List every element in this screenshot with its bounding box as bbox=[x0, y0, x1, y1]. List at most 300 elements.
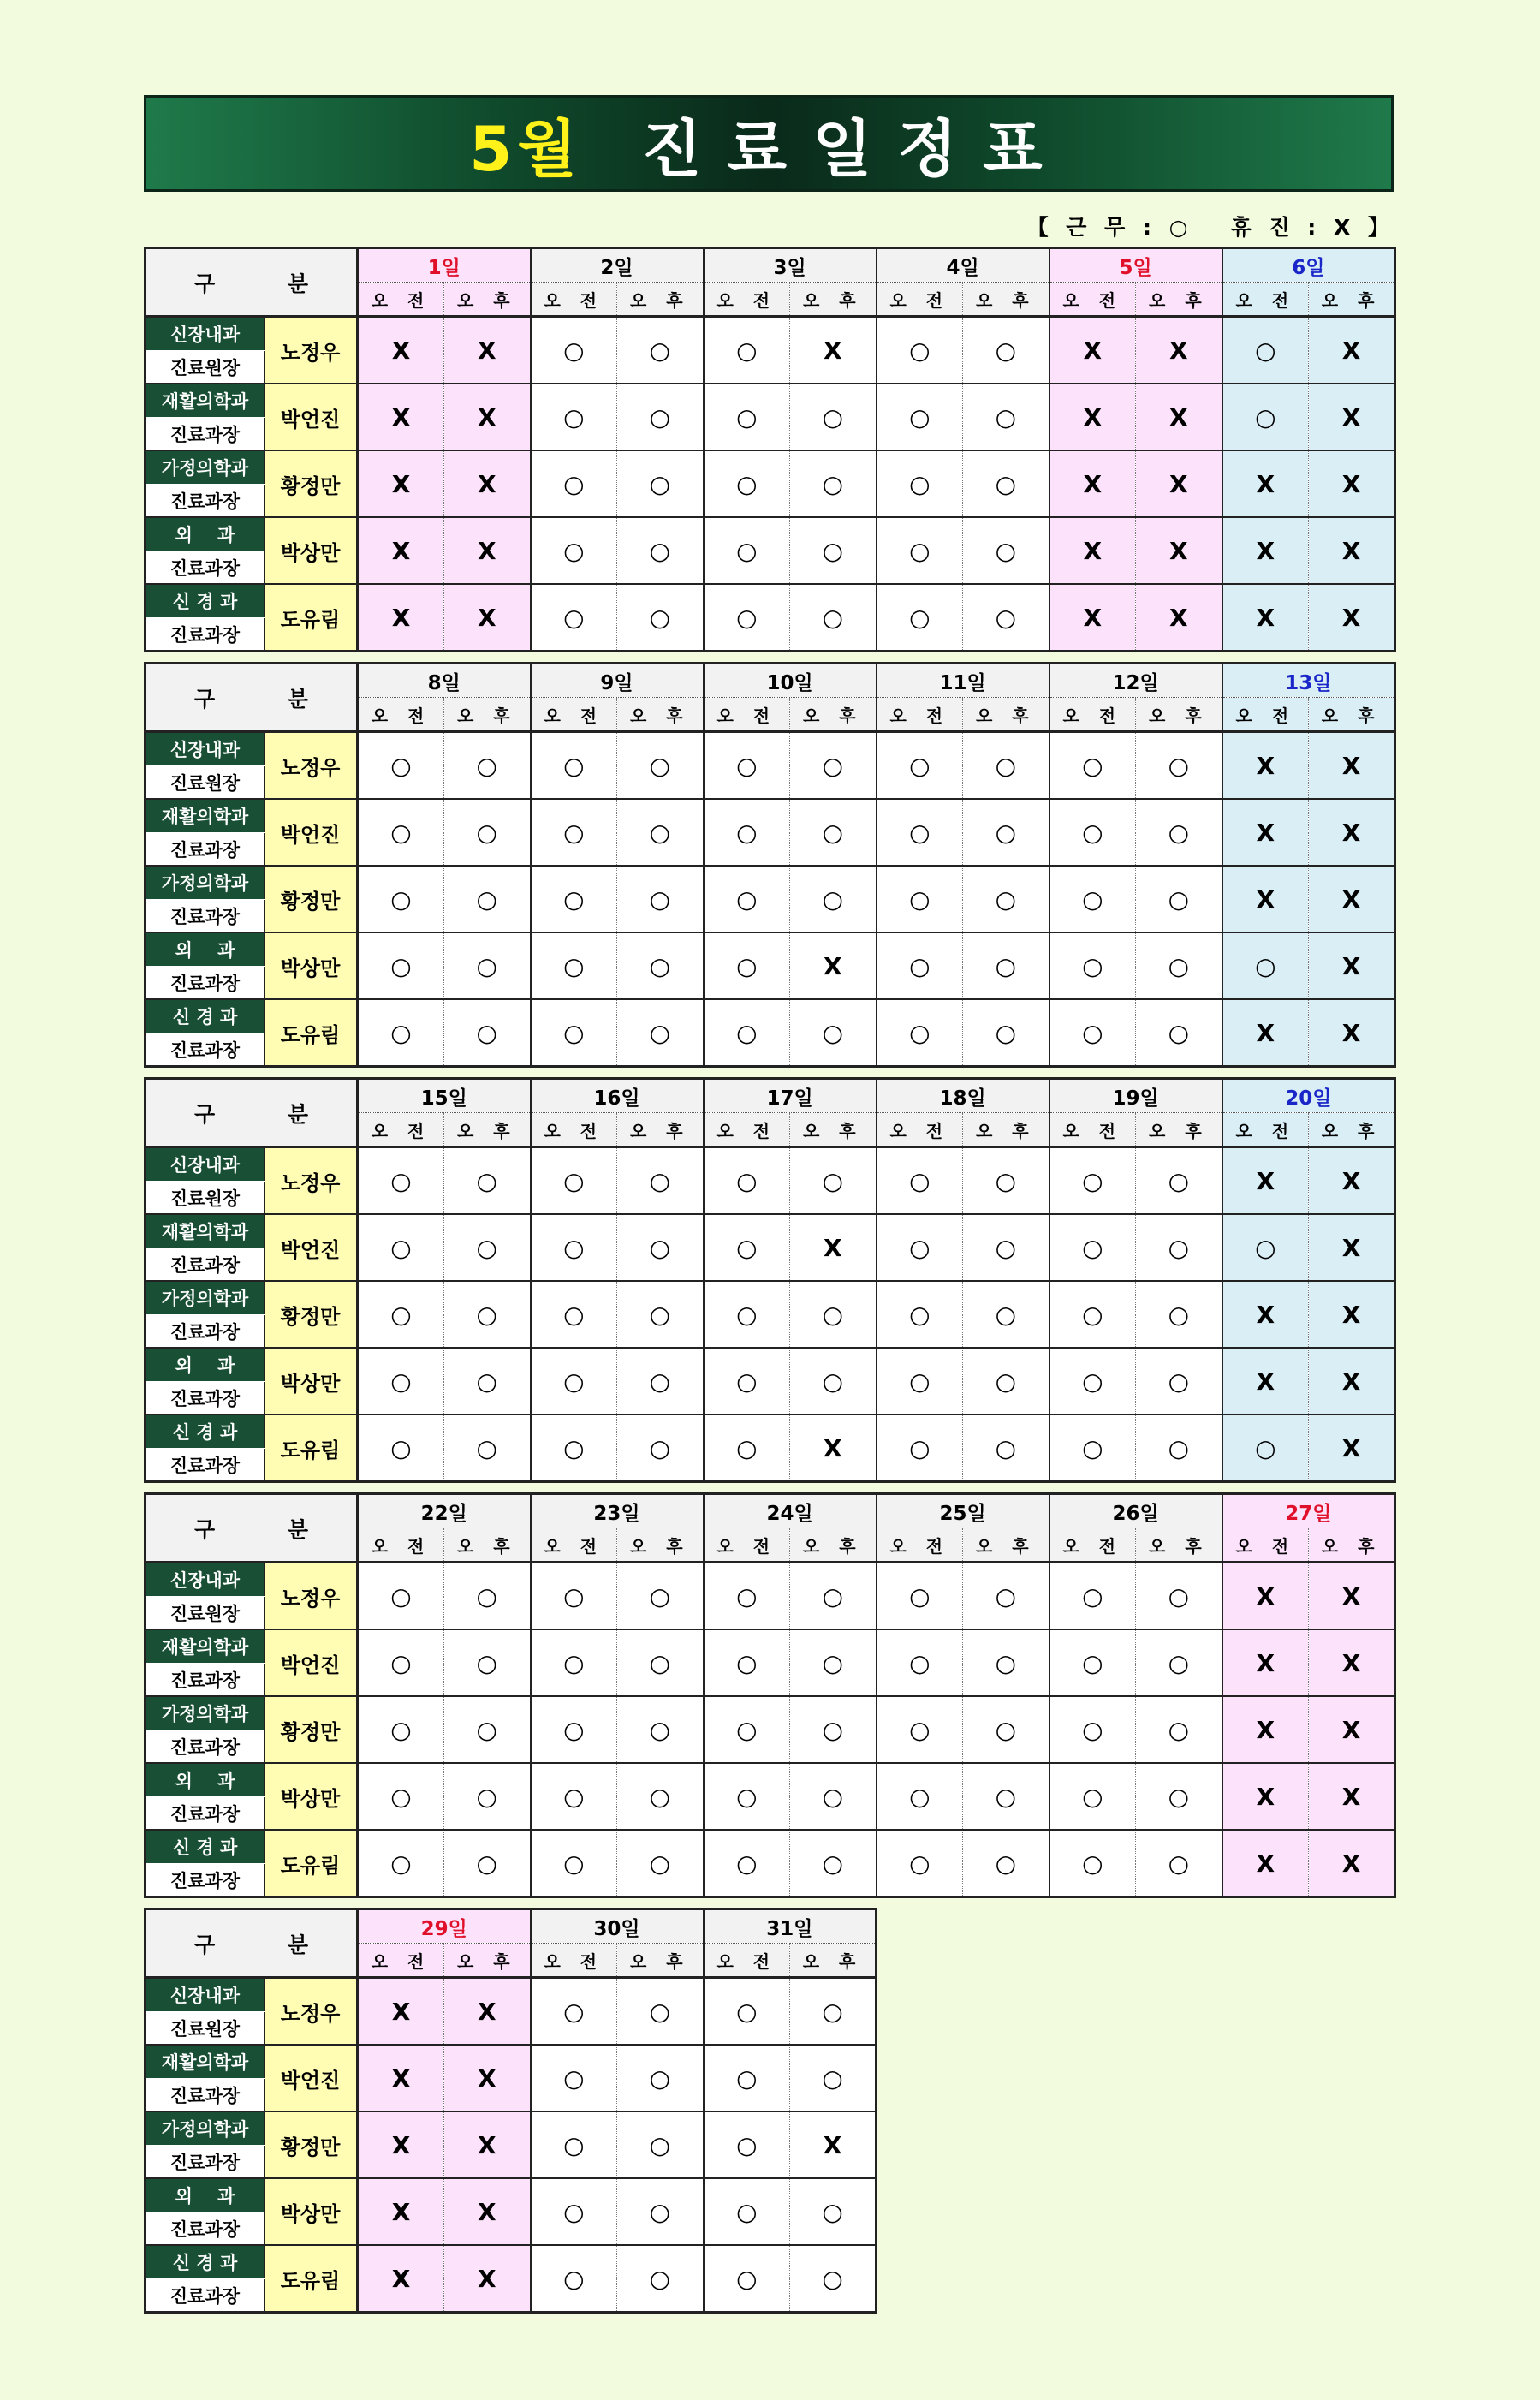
open-mark: ○ bbox=[1136, 999, 1222, 1067]
legend: 【 근 무 : ○ 휴 진 : X 】 bbox=[1026, 215, 1394, 240]
doctor-name: 도유림 bbox=[265, 1830, 358, 1897]
open-mark: ○ bbox=[444, 1414, 531, 1482]
week-schedule-table bbox=[144, 1077, 1396, 1483]
table-row bbox=[146, 517, 1395, 551]
closed-mark: X bbox=[444, 2245, 531, 2313]
closed-mark: X bbox=[358, 2045, 444, 2111]
doctor-name: 도유림 bbox=[265, 584, 358, 652]
open-mark: ○ bbox=[617, 799, 704, 866]
table-row bbox=[146, 1147, 1395, 1182]
open-mark: ○ bbox=[877, 1214, 963, 1281]
open-mark: ○ bbox=[704, 2111, 790, 2178]
open-mark: ○ bbox=[704, 1281, 790, 1348]
open-mark: ○ bbox=[617, 1978, 704, 2046]
open-mark: ○ bbox=[877, 517, 963, 584]
department-label: 신장내과 bbox=[146, 732, 265, 766]
doctor-title: 진료과장 bbox=[146, 618, 265, 652]
open-mark: ○ bbox=[877, 1147, 963, 1215]
department-label: 신 경 과 bbox=[146, 999, 265, 1033]
closed-mark: X bbox=[1309, 1414, 1395, 1482]
date-header: 15일 bbox=[358, 1079, 531, 1113]
week-schedule-table bbox=[144, 662, 1396, 1068]
open-mark: ○ bbox=[617, 1696, 704, 1763]
doctor-title: 진료과장 bbox=[146, 1730, 265, 1764]
open-mark: ○ bbox=[1136, 732, 1222, 800]
doctor-name: 노정우 bbox=[265, 732, 358, 800]
open-mark: ○ bbox=[790, 2245, 877, 2313]
open-mark: ○ bbox=[531, 1414, 617, 1482]
open-mark: ○ bbox=[358, 1830, 444, 1897]
open-mark: ○ bbox=[531, 932, 617, 999]
open-mark: ○ bbox=[531, 317, 617, 384]
closed-mark: X bbox=[444, 450, 531, 517]
pm-header: 오 후 bbox=[617, 698, 704, 732]
date-header: 22일 bbox=[358, 1494, 531, 1528]
open-mark: ○ bbox=[877, 799, 963, 866]
date-header: 24일 bbox=[704, 1494, 877, 1528]
open-mark: ○ bbox=[617, 1563, 704, 1630]
date-header: 5일 bbox=[1049, 248, 1222, 283]
closed-mark: X bbox=[1309, 317, 1395, 384]
open-mark: ○ bbox=[1136, 799, 1222, 866]
open-mark: ○ bbox=[358, 1147, 444, 1215]
am-header: 오 전 bbox=[1049, 1528, 1136, 1563]
am-header: 오 전 bbox=[1222, 1113, 1309, 1147]
pm-header: 오 후 bbox=[963, 1113, 1049, 1147]
date-header: 13일 bbox=[1222, 664, 1395, 698]
am-header: 오 전 bbox=[531, 283, 617, 317]
table-row bbox=[146, 999, 1395, 1033]
closed-mark: X bbox=[1309, 450, 1395, 517]
open-mark: ○ bbox=[963, 1281, 1049, 1348]
open-mark: ○ bbox=[1136, 1348, 1222, 1414]
doctor-name: 노정우 bbox=[265, 1563, 358, 1630]
pm-header: 오 후 bbox=[790, 1113, 877, 1147]
open-mark: ○ bbox=[617, 1830, 704, 1897]
closed-mark: X bbox=[1309, 1629, 1395, 1696]
open-mark: ○ bbox=[444, 1281, 531, 1348]
closed-mark: X bbox=[1309, 1563, 1395, 1630]
open-mark: ○ bbox=[1049, 932, 1136, 999]
department-label: 재활의학과 bbox=[146, 1214, 265, 1248]
closed-mark: X bbox=[790, 317, 877, 384]
pm-header: 오 후 bbox=[1309, 698, 1395, 732]
open-mark: ○ bbox=[358, 1414, 444, 1482]
closed-mark: X bbox=[1309, 866, 1395, 932]
open-mark: ○ bbox=[704, 450, 790, 517]
open-mark: ○ bbox=[704, 1696, 790, 1763]
department-label: 외 과 bbox=[146, 1763, 265, 1797]
open-mark: ○ bbox=[617, 317, 704, 384]
am-header: 오 전 bbox=[704, 1944, 790, 1978]
closed-mark: X bbox=[1309, 584, 1395, 652]
doctor-title: 진료과장 bbox=[146, 1382, 265, 1415]
closed-mark: X bbox=[1309, 1696, 1395, 1763]
open-mark: ○ bbox=[704, 2178, 790, 2245]
doctor-name: 박상만 bbox=[265, 2178, 358, 2245]
open-mark: ○ bbox=[790, 799, 877, 866]
open-mark: ○ bbox=[444, 1147, 531, 1215]
date-header: 11일 bbox=[877, 664, 1049, 698]
date-header: 23일 bbox=[531, 1494, 704, 1528]
open-mark: ○ bbox=[1136, 1281, 1222, 1348]
date-header: 2일 bbox=[531, 248, 704, 283]
gubun-header: 구 분 bbox=[146, 664, 358, 732]
doctor-title: 진료원장 bbox=[146, 766, 265, 800]
am-header: 오 전 bbox=[358, 698, 444, 732]
open-mark: ○ bbox=[877, 1348, 963, 1414]
open-mark: ○ bbox=[617, 1414, 704, 1482]
am-header: 오 전 bbox=[531, 698, 617, 732]
open-mark: ○ bbox=[1136, 932, 1222, 999]
department-label: 재활의학과 bbox=[146, 1629, 265, 1664]
open-mark: ○ bbox=[790, 1629, 877, 1696]
open-mark: ○ bbox=[617, 1147, 704, 1215]
pm-header: 오 후 bbox=[963, 698, 1049, 732]
table-row bbox=[146, 2178, 877, 2212]
closed-mark: X bbox=[444, 384, 531, 450]
open-mark: ○ bbox=[531, 2111, 617, 2178]
open-mark: ○ bbox=[1049, 1696, 1136, 1763]
closed-mark: X bbox=[1222, 799, 1309, 866]
doctor-title: 진료과장 bbox=[146, 1315, 265, 1349]
date-header: 1일 bbox=[358, 248, 531, 283]
open-mark: ○ bbox=[963, 317, 1049, 384]
closed-mark: X bbox=[444, 317, 531, 384]
closed-mark: X bbox=[1049, 517, 1136, 584]
closed-mark: X bbox=[1309, 517, 1395, 584]
open-mark: ○ bbox=[1049, 1214, 1136, 1281]
open-mark: ○ bbox=[963, 1763, 1049, 1830]
doctor-title: 진료원장 bbox=[146, 1182, 265, 1215]
pm-header: 오 후 bbox=[1309, 283, 1395, 317]
open-mark: ○ bbox=[358, 866, 444, 932]
open-mark: ○ bbox=[617, 1348, 704, 1414]
open-mark: ○ bbox=[444, 932, 531, 999]
closed-mark: X bbox=[1222, 732, 1309, 800]
closed-mark: X bbox=[444, 2111, 531, 2178]
open-mark: ○ bbox=[704, 932, 790, 999]
am-header: 오 전 bbox=[1222, 283, 1309, 317]
open-mark: ○ bbox=[963, 1830, 1049, 1897]
closed-mark: X bbox=[1049, 450, 1136, 517]
open-mark: ○ bbox=[531, 999, 617, 1067]
am-header: 오 전 bbox=[1222, 698, 1309, 732]
open-mark: ○ bbox=[704, 1414, 790, 1482]
am-header: 오 전 bbox=[531, 1944, 617, 1978]
date-header: 18일 bbox=[877, 1079, 1049, 1113]
doctor-title: 진료과장 bbox=[146, 1864, 265, 1897]
pm-header: 오 후 bbox=[444, 1528, 531, 1563]
open-mark: ○ bbox=[704, 1348, 790, 1414]
date-header: 8일 bbox=[358, 664, 531, 698]
department-label: 가정의학과 bbox=[146, 1696, 265, 1730]
open-mark: ○ bbox=[358, 999, 444, 1067]
week-schedule-table bbox=[144, 247, 1396, 652]
closed-mark: X bbox=[358, 2111, 444, 2178]
closed-mark: X bbox=[1309, 799, 1395, 866]
doctor-name: 황정만 bbox=[265, 1281, 358, 1348]
open-mark: ○ bbox=[444, 1696, 531, 1763]
closed-mark: X bbox=[358, 1978, 444, 2046]
doctor-name: 박언진 bbox=[265, 384, 358, 450]
department-label: 신장내과 bbox=[146, 1147, 265, 1182]
open-mark: ○ bbox=[617, 2245, 704, 2313]
date-header: 12일 bbox=[1049, 664, 1222, 698]
open-mark: ○ bbox=[358, 732, 444, 800]
closed-mark: X bbox=[1222, 1763, 1309, 1830]
open-mark: ○ bbox=[1222, 384, 1309, 450]
closed-mark: X bbox=[1049, 317, 1136, 384]
open-mark: ○ bbox=[704, 2045, 790, 2111]
table-row bbox=[146, 2245, 877, 2279]
open-mark: ○ bbox=[790, 1348, 877, 1414]
closed-mark: X bbox=[1222, 999, 1309, 1067]
doctor-name: 박언진 bbox=[265, 2045, 358, 2111]
open-mark: ○ bbox=[531, 2178, 617, 2245]
open-mark: ○ bbox=[617, 2045, 704, 2111]
doctor-name: 박상만 bbox=[265, 1763, 358, 1830]
open-mark: ○ bbox=[877, 1763, 963, 1830]
open-mark: ○ bbox=[1136, 1214, 1222, 1281]
open-mark: ○ bbox=[790, 1978, 877, 2046]
open-mark: ○ bbox=[531, 1830, 617, 1897]
open-mark: ○ bbox=[963, 1629, 1049, 1696]
open-mark: ○ bbox=[617, 866, 704, 932]
pm-header: 오 후 bbox=[617, 1113, 704, 1147]
open-mark: ○ bbox=[1049, 732, 1136, 800]
department-label: 외 과 bbox=[146, 932, 265, 967]
open-mark: ○ bbox=[963, 450, 1049, 517]
date-header: 9일 bbox=[531, 664, 704, 698]
open-mark: ○ bbox=[617, 1629, 704, 1696]
closed-mark: X bbox=[790, 932, 877, 999]
table-row bbox=[146, 1563, 1395, 1597]
am-header: 오 전 bbox=[877, 283, 963, 317]
department-label: 가정의학과 bbox=[146, 1281, 265, 1315]
doctor-name: 박상만 bbox=[265, 517, 358, 584]
open-mark: ○ bbox=[617, 1214, 704, 1281]
open-mark: ○ bbox=[531, 450, 617, 517]
doctor-title: 진료과장 bbox=[146, 1449, 265, 1482]
closed-mark: X bbox=[1222, 1696, 1309, 1763]
open-mark: ○ bbox=[877, 1830, 963, 1897]
open-mark: ○ bbox=[358, 932, 444, 999]
table-row bbox=[146, 2045, 877, 2079]
open-mark: ○ bbox=[963, 932, 1049, 999]
open-mark: ○ bbox=[358, 1281, 444, 1348]
open-mark: ○ bbox=[704, 1214, 790, 1281]
open-mark: ○ bbox=[704, 584, 790, 652]
closed-mark: X bbox=[1136, 517, 1222, 584]
closed-mark: X bbox=[358, 384, 444, 450]
table-row bbox=[146, 932, 1395, 967]
department-label: 가정의학과 bbox=[146, 450, 265, 485]
doctor-title: 진료과장 bbox=[146, 1033, 265, 1067]
department-label: 재활의학과 bbox=[146, 384, 265, 418]
date-header: 31일 bbox=[704, 1909, 877, 1944]
open-mark: ○ bbox=[877, 1281, 963, 1348]
department-label: 신 경 과 bbox=[146, 1414, 265, 1449]
open-mark: ○ bbox=[1049, 799, 1136, 866]
open-mark: ○ bbox=[963, 1696, 1049, 1763]
pm-header: 오 후 bbox=[1136, 1528, 1222, 1563]
open-mark: ○ bbox=[1049, 1147, 1136, 1215]
am-header: 오 전 bbox=[1222, 1528, 1309, 1563]
department-label: 신장내과 bbox=[146, 1563, 265, 1597]
closed-mark: X bbox=[1222, 450, 1309, 517]
open-mark: ○ bbox=[790, 1281, 877, 1348]
date-header: 3일 bbox=[704, 248, 877, 283]
open-mark: ○ bbox=[1049, 1281, 1136, 1348]
closed-mark: X bbox=[1136, 584, 1222, 652]
open-mark: ○ bbox=[1049, 1348, 1136, 1414]
open-mark: ○ bbox=[1222, 1414, 1309, 1482]
table-row bbox=[146, 1978, 877, 2012]
open-mark: ○ bbox=[531, 1281, 617, 1348]
closed-mark: X bbox=[1136, 450, 1222, 517]
am-header: 오 전 bbox=[877, 1528, 963, 1563]
date-header: 6일 bbox=[1222, 248, 1395, 283]
open-mark: ○ bbox=[531, 1348, 617, 1414]
open-mark: ○ bbox=[704, 384, 790, 450]
week-schedule-table bbox=[144, 1908, 877, 2314]
date-header: 26일 bbox=[1049, 1494, 1222, 1528]
date-header: 10일 bbox=[704, 664, 877, 698]
table-row bbox=[146, 1763, 1395, 1797]
closed-mark: X bbox=[444, 1978, 531, 2046]
closed-mark: X bbox=[1222, 1629, 1309, 1696]
doctor-name: 박언진 bbox=[265, 1214, 358, 1281]
doctor-title: 진료과장 bbox=[146, 1248, 265, 1282]
department-label: 재활의학과 bbox=[146, 799, 265, 833]
closed-mark: X bbox=[1222, 1281, 1309, 1348]
pm-header: 오 후 bbox=[790, 1944, 877, 1978]
open-mark: ○ bbox=[617, 2111, 704, 2178]
closed-mark: X bbox=[1309, 1348, 1395, 1414]
doctor-title: 진료과장 bbox=[146, 418, 265, 451]
doctor-name: 노정우 bbox=[265, 317, 358, 384]
table-row bbox=[146, 450, 1395, 485]
table-row bbox=[146, 317, 1395, 351]
am-header: 오 전 bbox=[358, 1528, 444, 1563]
open-mark: ○ bbox=[358, 1348, 444, 1414]
table-row bbox=[146, 1348, 1395, 1382]
closed-mark: X bbox=[1309, 1147, 1395, 1215]
pm-header: 오 후 bbox=[444, 1113, 531, 1147]
department-label: 신장내과 bbox=[146, 317, 265, 351]
doctor-title: 진료원장 bbox=[146, 351, 265, 384]
open-mark: ○ bbox=[617, 999, 704, 1067]
pm-header: 오 후 bbox=[1136, 1113, 1222, 1147]
open-mark: ○ bbox=[1049, 1763, 1136, 1830]
date-header: 19일 bbox=[1049, 1079, 1222, 1113]
open-mark: ○ bbox=[790, 1830, 877, 1897]
table-row bbox=[146, 584, 1395, 618]
department-label: 신 경 과 bbox=[146, 584, 265, 618]
closed-mark: X bbox=[1309, 1214, 1395, 1281]
open-mark: ○ bbox=[704, 1563, 790, 1630]
table-row bbox=[146, 384, 1395, 418]
open-mark: ○ bbox=[877, 584, 963, 652]
date-header: 25일 bbox=[877, 1494, 1049, 1528]
open-mark: ○ bbox=[704, 1763, 790, 1830]
pm-header: 오 후 bbox=[790, 1528, 877, 1563]
open-mark: ○ bbox=[1049, 1830, 1136, 1897]
open-mark: ○ bbox=[704, 1147, 790, 1215]
open-mark: ○ bbox=[444, 1763, 531, 1830]
open-mark: ○ bbox=[358, 1563, 444, 1630]
open-mark: ○ bbox=[790, 1696, 877, 1763]
schedule-title-banner bbox=[144, 95, 1394, 192]
department-label: 외 과 bbox=[146, 517, 265, 551]
open-mark: ○ bbox=[444, 1563, 531, 1630]
closed-mark: X bbox=[1309, 999, 1395, 1067]
open-mark: ○ bbox=[1049, 1629, 1136, 1696]
open-mark: ○ bbox=[790, 2045, 877, 2111]
doctor-name: 도유림 bbox=[265, 2245, 358, 2313]
doctor-title: 진료과장 bbox=[146, 900, 265, 933]
open-mark: ○ bbox=[704, 1629, 790, 1696]
am-header: 오 전 bbox=[704, 698, 790, 732]
open-mark: ○ bbox=[790, 1563, 877, 1630]
open-mark: ○ bbox=[790, 999, 877, 1067]
department-label: 가정의학과 bbox=[146, 2111, 265, 2146]
closed-mark: X bbox=[1049, 584, 1136, 652]
open-mark: ○ bbox=[704, 799, 790, 866]
open-mark: ○ bbox=[531, 1696, 617, 1763]
department-label: 외 과 bbox=[146, 2178, 265, 2212]
pm-header: 오 후 bbox=[617, 1528, 704, 1563]
open-mark: ○ bbox=[617, 517, 704, 584]
date-header: 4일 bbox=[877, 248, 1049, 283]
closed-mark: X bbox=[1309, 1763, 1395, 1830]
date-header: 29일 bbox=[358, 1909, 531, 1944]
title-text: 진료일정표 bbox=[641, 112, 1068, 185]
doctor-title: 진료과장 bbox=[146, 967, 265, 1000]
doctor-title: 진료과장 bbox=[146, 551, 265, 585]
doctor-title: 진료과장 bbox=[146, 2146, 265, 2179]
pm-header: 오 후 bbox=[1136, 283, 1222, 317]
pm-header: 오 후 bbox=[790, 698, 877, 732]
open-mark: ○ bbox=[358, 1696, 444, 1763]
open-mark: ○ bbox=[531, 517, 617, 584]
open-mark: ○ bbox=[877, 999, 963, 1067]
open-mark: ○ bbox=[1136, 1763, 1222, 1830]
open-mark: ○ bbox=[790, 517, 877, 584]
open-mark: ○ bbox=[444, 1629, 531, 1696]
open-mark: ○ bbox=[790, 1147, 877, 1215]
open-mark: ○ bbox=[704, 517, 790, 584]
open-mark: ○ bbox=[358, 1763, 444, 1830]
open-mark: ○ bbox=[444, 799, 531, 866]
open-mark: ○ bbox=[531, 1147, 617, 1215]
open-mark: ○ bbox=[877, 317, 963, 384]
department-label: 재활의학과 bbox=[146, 2045, 265, 2079]
table-row bbox=[146, 799, 1395, 833]
open-mark: ○ bbox=[531, 1563, 617, 1630]
open-mark: ○ bbox=[877, 450, 963, 517]
open-mark: ○ bbox=[444, 999, 531, 1067]
doctor-title: 진료원장 bbox=[146, 1597, 265, 1630]
open-mark: ○ bbox=[704, 732, 790, 800]
open-mark: ○ bbox=[1136, 1147, 1222, 1215]
am-header: 오 전 bbox=[704, 1113, 790, 1147]
open-mark: ○ bbox=[877, 866, 963, 932]
closed-mark: X bbox=[1222, 866, 1309, 932]
table-row bbox=[146, 1414, 1395, 1449]
open-mark: ○ bbox=[963, 866, 1049, 932]
